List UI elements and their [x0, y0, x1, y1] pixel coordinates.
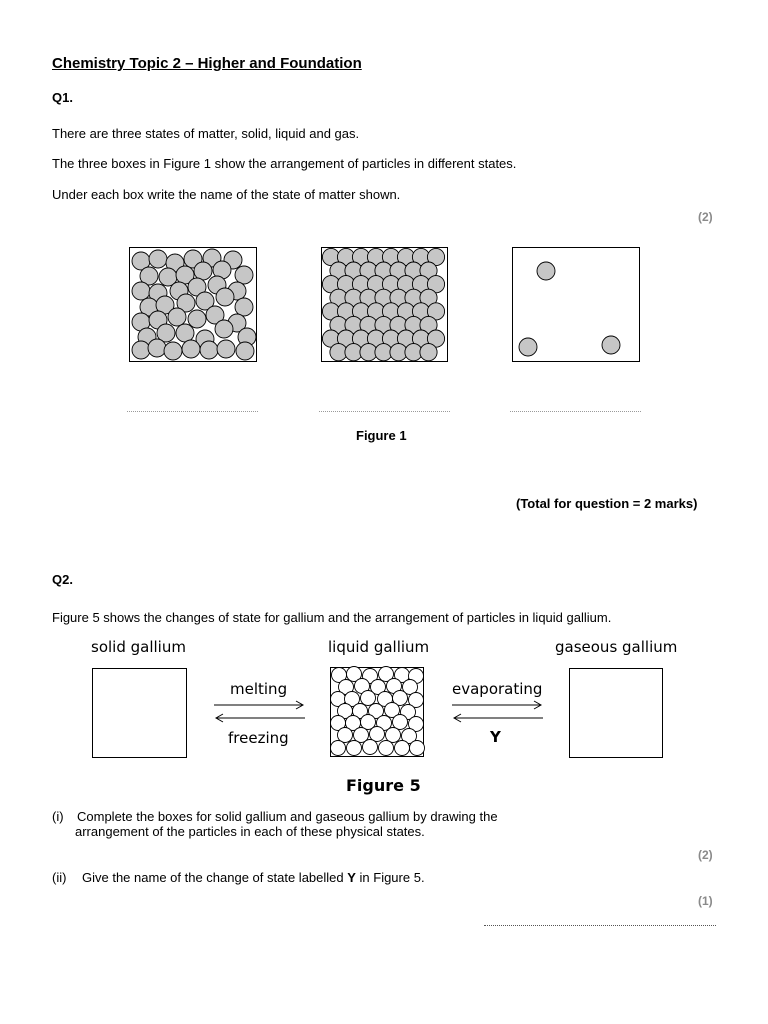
particle	[331, 741, 346, 756]
figure-5-caption: Figure 5	[346, 776, 421, 795]
liquid-gallium-box	[330, 667, 424, 757]
particle	[347, 741, 362, 756]
particle	[148, 339, 166, 357]
label-gaseous-gallium: gaseous gallium	[555, 638, 678, 656]
part-i-text-line-1: Complete the boxes for solid gallium and gaseous gallium by drawing the	[77, 809, 498, 824]
q1-text-line-1: There are three states of matter, solid, liquid and gas.	[52, 126, 360, 141]
arrow-left-y	[452, 713, 544, 723]
label-solid-gallium: solid gallium	[91, 638, 186, 656]
particle	[182, 340, 200, 358]
label-y: Y	[490, 728, 501, 746]
particle	[361, 691, 376, 706]
particle	[132, 282, 150, 300]
label-liquid-gallium: liquid gallium	[328, 638, 430, 656]
particle	[519, 338, 537, 356]
part-i-text-line-2: arrangement of the particles in each of these physical states.	[75, 824, 425, 839]
particle	[200, 341, 218, 359]
particle	[235, 298, 253, 316]
label-melting: melting	[230, 680, 288, 698]
particle	[194, 262, 212, 280]
arrow-right-evaporating	[452, 700, 544, 710]
page-title: Chemistry Topic 2 – Higher and Foundation	[52, 55, 362, 72]
part-ii-text-pre: Give the name of the change of state labelled	[82, 870, 348, 885]
particle	[363, 740, 378, 755]
q1-text-line-2: The three boxes in Figure 1 show the arrangement of particles in different states.	[52, 156, 517, 171]
particle	[176, 324, 194, 342]
part-ii-text	[82, 870, 425, 885]
question-2-number: Q2.	[52, 572, 73, 587]
particle	[395, 741, 410, 756]
label-freezing: freezing	[228, 729, 289, 747]
particle	[216, 288, 234, 306]
answer-line-box-3[interactable]	[510, 411, 641, 412]
particle	[379, 741, 394, 756]
particle	[236, 342, 254, 360]
arrow-left-freezing	[214, 713, 306, 723]
part-ii-marks: (1)	[698, 894, 713, 908]
particle	[188, 310, 206, 328]
particle	[537, 262, 555, 280]
particle	[164, 342, 182, 360]
answer-line-box-1[interactable]	[127, 411, 258, 412]
q1-total-marks: (Total for question = 2 marks)	[516, 496, 698, 511]
part-ii-text-bold: Y	[347, 870, 356, 885]
particle	[420, 344, 437, 361]
particle	[215, 320, 233, 338]
particle	[149, 250, 167, 268]
gaseous-gallium-answer-box[interactable]	[569, 668, 663, 758]
particle	[410, 741, 425, 756]
particle	[217, 340, 235, 358]
part-ii-text-post: in Figure 5.	[355, 870, 425, 885]
figure-1-caption: Figure 1	[356, 428, 407, 443]
part-i-number: (i)	[52, 809, 64, 824]
solid-gallium-answer-box[interactable]	[92, 668, 187, 758]
q1-text-line-3: Under each box write the name of the state of matter shown.	[52, 187, 401, 202]
figure1-box-sparse	[512, 247, 640, 362]
q2-intro-text: Figure 5 shows the changes of state for gallium and the arrangement of particles in liquid gallium.	[52, 610, 612, 625]
particle	[132, 341, 150, 359]
particle	[168, 308, 186, 326]
question-1-number: Q1.	[52, 90, 73, 105]
answer-line-box-2[interactable]	[319, 411, 450, 412]
figure1-box-packed	[321, 247, 448, 362]
part-ii-answer-line[interactable]	[484, 925, 716, 926]
particle	[235, 266, 253, 284]
figure1-box-random	[129, 247, 257, 362]
arrow-right-melting	[214, 700, 306, 710]
label-evaporating: evaporating	[452, 680, 543, 698]
particle	[602, 336, 620, 354]
part-i-marks: (2)	[698, 848, 713, 862]
part-ii-number: (ii)	[52, 870, 67, 885]
q1-marks: (2)	[698, 210, 713, 224]
